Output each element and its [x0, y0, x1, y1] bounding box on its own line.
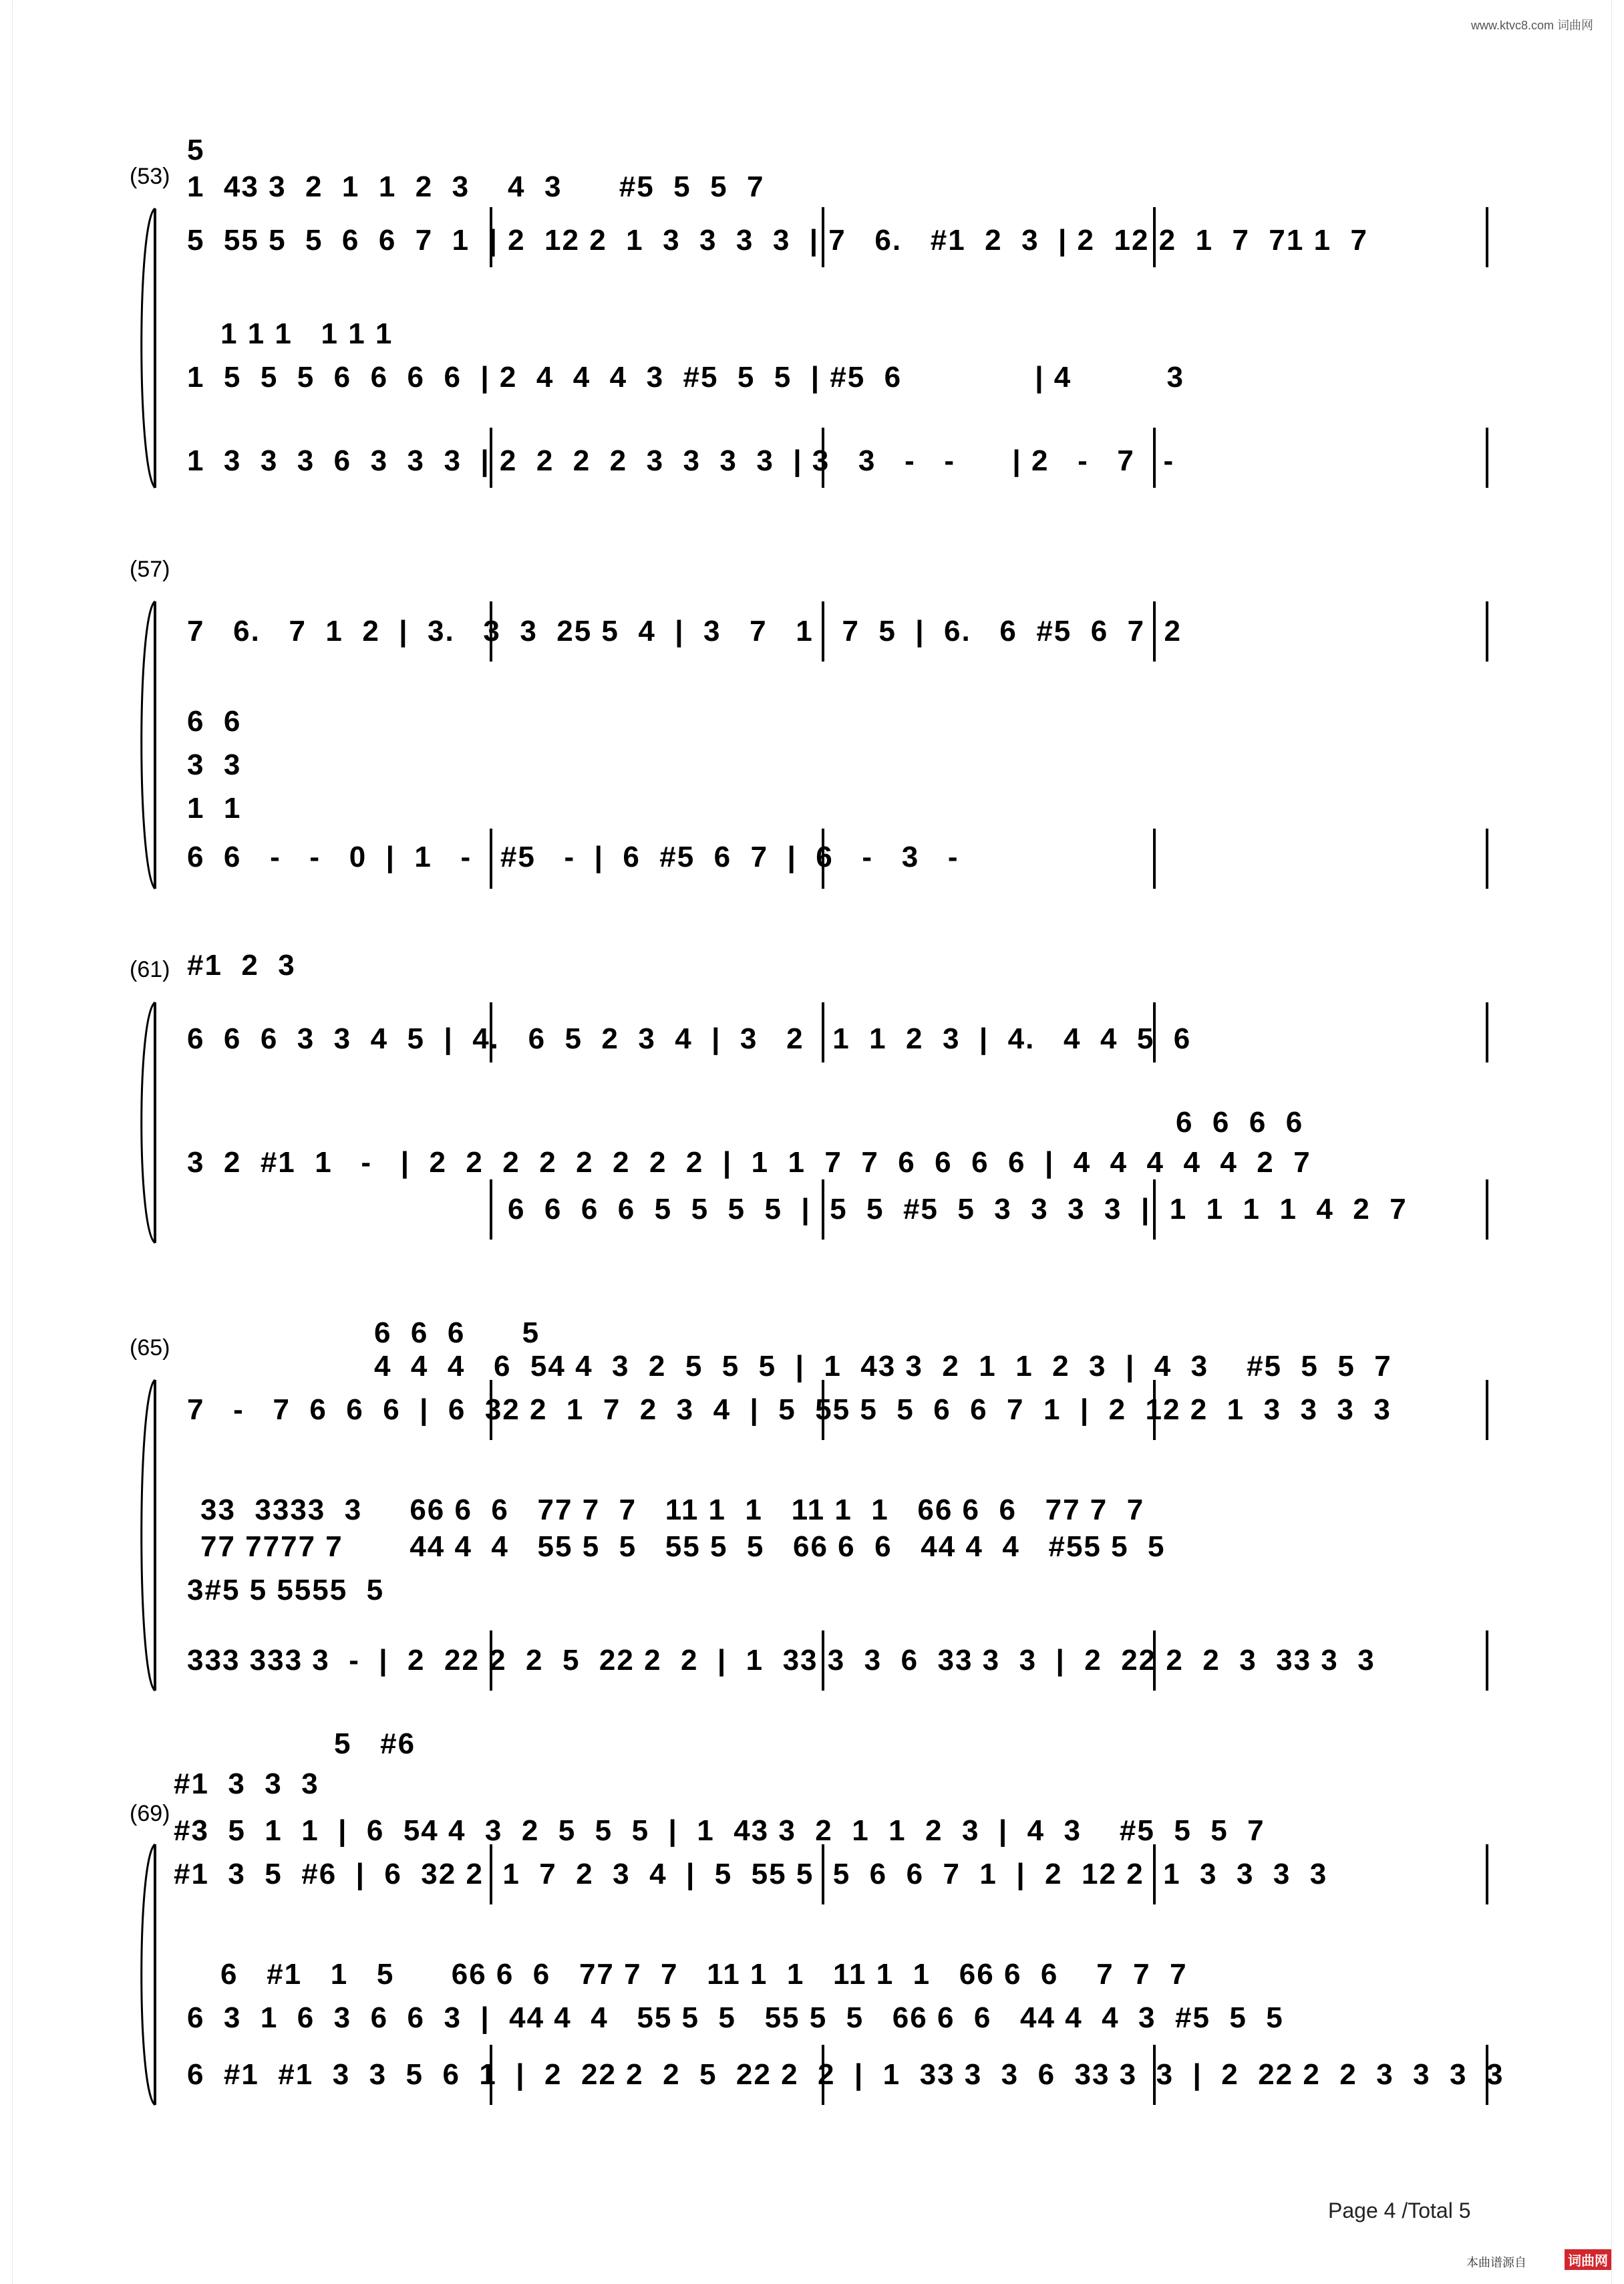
measure-number: (65)	[130, 1335, 170, 1361]
melody-main-row: 6 6 6 3 3 4 5 | 4. 6 5 2 3 4 | 3 2 1 1 2 3 | 4. 4 4 5 6	[187, 1022, 1192, 1055]
melody-main-row: #1 3 5 #6 | 6 32 2 1 7 2 3 4 | 5 55 5 5 6 6 7 1 | 2 12 2 1 3 3 3 3	[174, 1858, 1328, 1890]
bass-chord-row-1: 6 6	[187, 705, 242, 738]
melody-main-row: 7 - 7 6 6 6 | 6 32 2 1 7 2 3 4 | 5 55 5 5 6 6 7 1 | 2 12 2 1 3 3 3 3	[187, 1393, 1392, 1426]
melody-top-row: #1 2 3	[187, 949, 296, 982]
system-69	[0, 1717, 1624, 2132]
system-65	[0, 1263, 1624, 1717]
melody-top-row: 5	[187, 134, 205, 166]
melody-top-row: 6 6 6 5	[374, 1316, 540, 1349]
melody-main-row: 7 6. 7 1 2 | 3. 3 3 25 5 4 | 3 7 1 7 5 | 6. 6 #5 6 7 2	[187, 615, 1182, 648]
bass-chord-row-3: 1 1	[187, 792, 242, 825]
bass-bottom-row: 6 6 6 6 5 5 5 5 | 5 5 #5 5 3 3 3 3 | 1 1 1 1 4 2 7	[508, 1193, 1408, 1226]
bass-bottom-row: 333 333 3 - | 2 22 2 2 5 22 2 2 | 1 33 3 3 6 33 3 3 | 2 22 2 2 3 33 3 3	[187, 1644, 1375, 1677]
bass-chord-top-row: 1 1 1 1 1 1	[220, 317, 393, 350]
bass-chord-top-row: 6 6 6 6	[1176, 1106, 1304, 1139]
system-61	[0, 909, 1624, 1263]
measure-number: (57)	[130, 557, 170, 582]
melody-upper-row: 1 43 3 2 1 1 2 3 4 3 #5 5 5 7	[187, 170, 765, 203]
page-number: Page 4 /Total 5	[1328, 2198, 1471, 2223]
source-label: 本曲谱源自	[1466, 2256, 1526, 2269]
bass-chord-row-2: 3 3	[187, 748, 242, 781]
top-watermark: www.ktvc8.com 词曲网	[1470, 19, 1593, 32]
bass-row-1: 6 #1 1 5 66 6 6 77 7 7 11 1 1 11 1 1 66 6 6 7 7 7	[220, 1958, 1188, 1991]
system-57	[0, 535, 1624, 909]
bass-bottom-row: 6 #1 #1 3 3 5 6 1 | 2 22 2 2 5 22 2 2 | 1 33 3 3 6 33 3 3 | 2 22 2 2 3 3 3 3	[187, 2058, 1504, 2091]
bass-row-1: 33 3333 3 66 6 6 77 7 7 11 1 1 11 1 1 66 6 6 77 7 7	[200, 1493, 1145, 1526]
system-53	[0, 0, 1624, 535]
melody-main-row: 5 55 5 5 6 6 7 1 | 2 12 2 1 3 3 3 3 | 7 6. #1 2 3 | 2 12 2 1 7 71 1 7	[187, 224, 1368, 257]
melody-top-row: 5 #6	[334, 1727, 416, 1760]
bass-bottom-row: 6 6 - - 0 | 1 - #5 - | 6 #5 6 7 | 6 - 3 -	[187, 841, 959, 873]
measure-number: (53)	[130, 164, 170, 189]
bass-row-2: 77 7777 7 44 4 4 55 5 5 55 5 5 66 6 6 44 4 4 #55 5 5	[200, 1530, 1166, 1563]
measure-number: (61)	[130, 957, 170, 982]
melody-upper-row: #3 5 1 1 | 6 54 4 3 2 5 5 5 | 1 43 3 2 1 1 2 3 | 4 3 #5 5 5 7	[174, 1814, 1265, 1847]
bass-middle-row: 1 5 5 5 6 6 6 6 | 2 4 4 4 3 #5 5 5 | #5 6 | 4 3	[187, 361, 1184, 394]
bass-bottom-row: 1 3 3 3 6 3 3 3 | 2 2 2 2 3 3 3 3 | 3 3 - - | 2 - 7 -	[187, 444, 1175, 477]
bass-row-3: 3#5 5 5555 5	[187, 1574, 385, 1606]
melody-row-2: #1 3 3 3	[174, 1767, 319, 1800]
melody-upper-row: 4 4 4 6 54 4 3 2 5 5 5 | 1 43 3 2 1 1 2 3 | 4 3 #5 5 5 7	[374, 1350, 1392, 1383]
measure-number: (69)	[130, 1801, 170, 1826]
bass-row-2: 6 3 1 6 3 6 6 3 | 44 4 4 55 5 5 55 5 5 66 6 6 44 4 4 3 #5 5 5	[187, 2001, 1284, 2034]
bass-middle-row: 3 2 #1 1 - | 2 2 2 2 2 2 2 2 | 1 1 7 7 6 6 6 6 | 4 4 4 4 4 2 7	[187, 1146, 1311, 1179]
site-logo: 词曲网	[1565, 2249, 1611, 2270]
